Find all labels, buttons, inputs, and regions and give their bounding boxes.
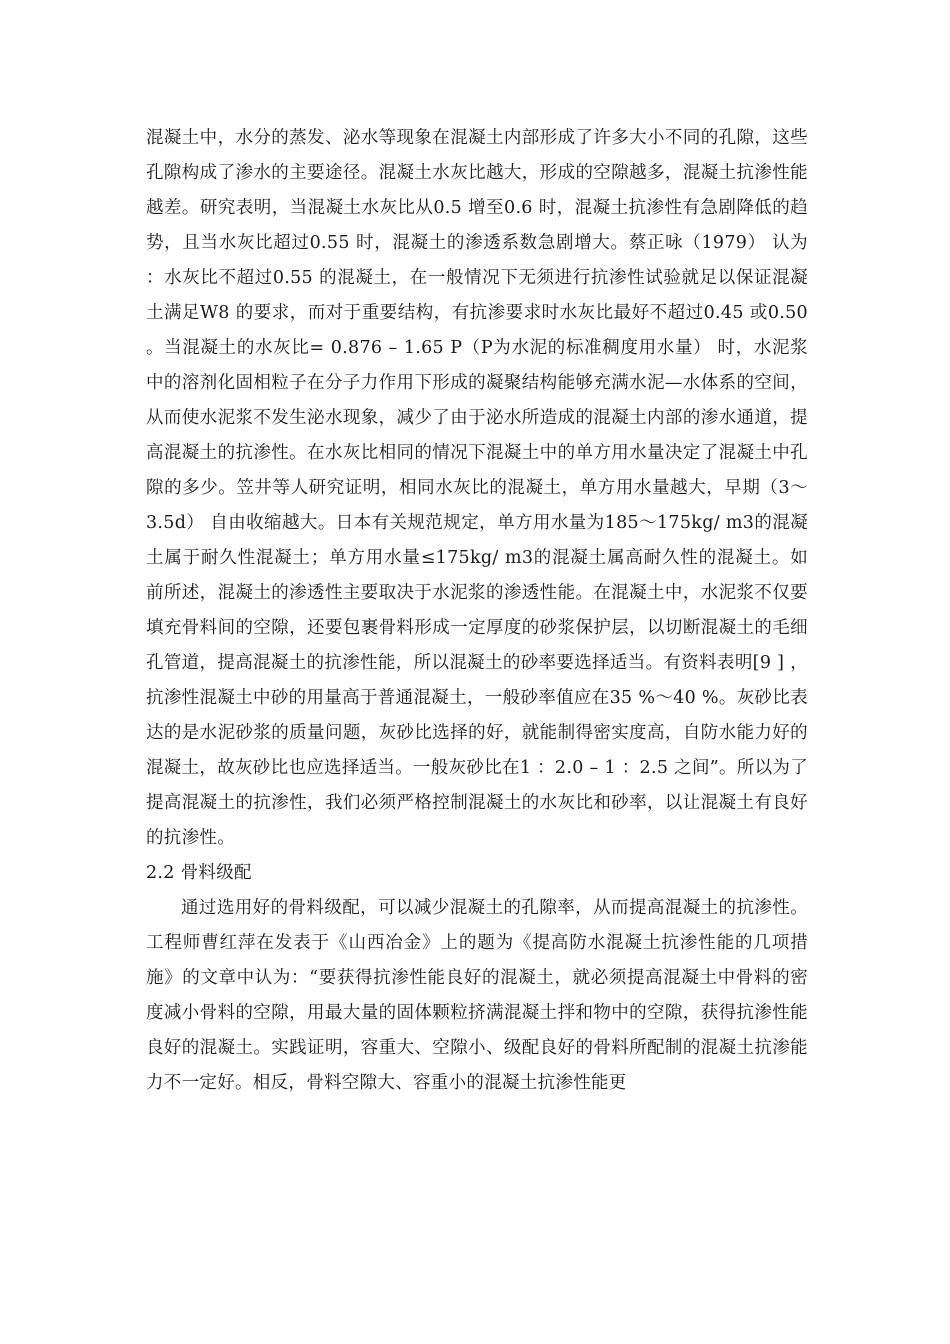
document-body [146, 121, 808, 1101]
section-heading: 2.2 骨料级配 [146, 863, 252, 883]
body-paragraph: 通过选用好的骨料级配，可以减少混凝土的孔隙率，从而提高混凝土的抗渗性。工程师曹红萍在发表于《山西冶金》上的题为《提高防水混凝土抗渗性能的几项措施》的文章中认为：“要获得抗渗性能良好的混凝土，就必须提高混凝土中骨料的密度减小骨料的空隙，用最大量的固体颗粒挤满混凝土拌和物中的空隙，获得抗渗性能良好的混凝土。实践证明，容重大、空隙小、级配良好的骨料所配制的混凝土抗渗能力不一定好。相反，骨料空隙大、容重小的混凝土抗渗性能更 [146, 898, 808, 1093]
body-paragraph: 混凝土中，水分的蒸发、泌水等现象在混凝土内部形成了许多大小不同的孔隙，这些孔隙构成了渗水的主要途径。混凝土水灰比越大，形成的空隙越多，混凝土抗渗性能越差。研究表明，当混凝土水灰比从0.5 增至0.6 时，混凝土抗渗性有急剧降低的趋势，且当水灰比超过0.55 时，混凝土的渗透系数急剧增大。蔡正咏（1979） 认为 ：水灰比不超过0.55 的混凝土，在一般情况下无须进行抗渗性试验就足以保证混凝土满足W8 的要求，而对于重要结构，有抗渗要求时水灰比最好不超过0.45 或0.50 。当混凝土的水灰比= 0.876 – 1.65 P（P为水泥的标准稠度用水量） 时，水泥浆中的溶剂化固相粒子在分子力作用下形成的凝聚结构能够充满水泥—水体系的空间，从而使水泥浆不发生泌水现象，减少了由于泌水所造成的混凝土内部的渗水通道，提高混凝土的抗渗性。在水灰比相同的情况下混凝土中的单方用水量决定了混凝土中孔隙的多少。笠井等人研究证明，相同水灰比的混凝土，单方用水量越大，早期（3～3.5d） 自由收缩越大。日本有关规范规定，单方用水量为185～175kg/ m3的混凝土属于耐久性混凝土；单方用水量≤175kg/ m3的混凝土属高耐久性的混凝土。如前所述，混凝土的渗透性主要取决于水泥浆的渗透性能。在混凝土中，水泥浆不仅要填充骨料间的空隙，还要包裹骨料形成一定厚度的砂浆保护层，以切断混凝土的毛细孔管道，提高混凝土的抗渗性能，所以混凝土的砂率要选择适当。有资料表明[9 ] ，抗渗性混凝土中砂的用量高于普通混凝土，一般砂率值应在35 %～40 %。灰砂比表达的是水泥砂浆的质量问题，灰砂比选择的好，就能制得密实度高，自防水能力好的混凝土，故灰砂比也应选择适当。一般灰砂比在1 ：2.0 – 1 ：2.5 之间”。所以为了提高混凝土的抗渗性，我们必须严格控制混凝土的水灰比和砂率，以让混凝土有良好的抗渗性。 [146, 128, 808, 848]
